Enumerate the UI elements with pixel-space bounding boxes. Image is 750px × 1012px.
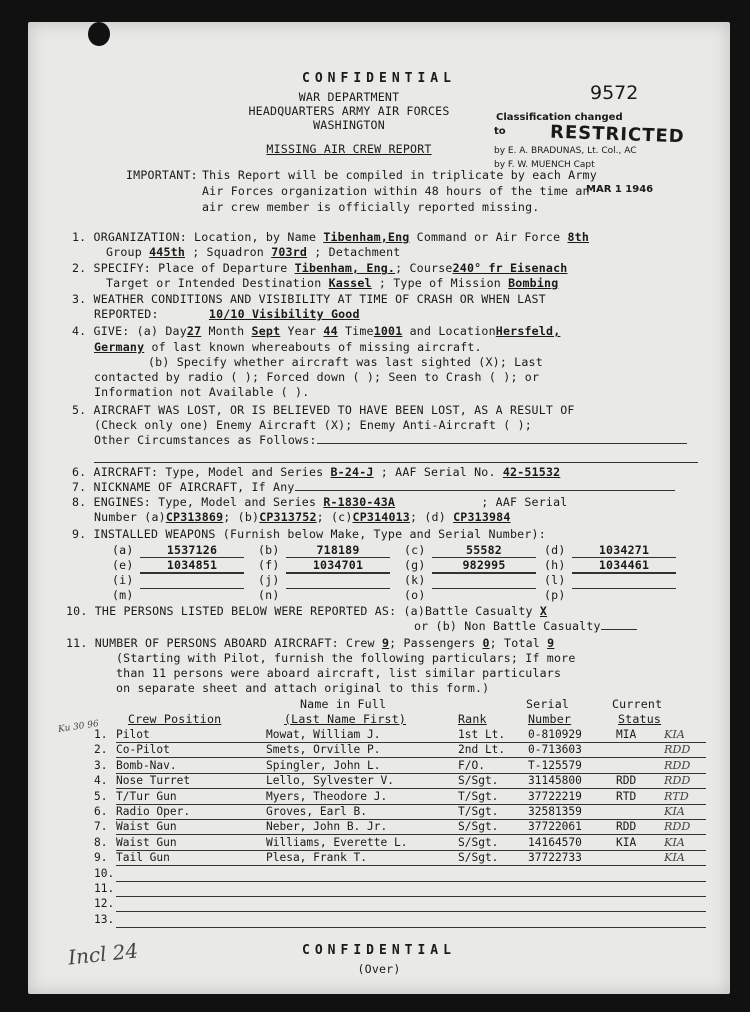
table-row (94, 912, 706, 928)
item5-line3: Other Circumstances as Follows: (94, 433, 687, 447)
row-number: 6. (94, 805, 108, 818)
row-number: 11. (94, 882, 115, 895)
item2-line2: Target or Intended Destination Kassel ; Type of Mission Bombing (106, 276, 559, 290)
month: Sept (251, 324, 281, 338)
th-rank: Rank (458, 712, 487, 726)
item11-line3: than 11 persons were aboard aircraft, list similar particulars (116, 666, 562, 680)
year: 44 (323, 324, 338, 338)
crew-status-note: RDD (664, 758, 691, 772)
crew-position: Radio Oper. (116, 805, 191, 818)
total-count: 9 (547, 636, 555, 650)
engine-a: CP313869 (165, 510, 224, 524)
table-row (94, 835, 706, 851)
footer-confidential: CONFIDENTIAL (302, 943, 456, 958)
incl-note: Incl 24 (66, 938, 140, 970)
weapon-label: (f) (258, 558, 280, 572)
row-number: 3. (94, 758, 108, 772)
table-row (94, 866, 706, 882)
item4-line3: (b) Specify whether aircraft was last sighted (X); Last (148, 355, 543, 369)
crew-position: Pilot (116, 728, 150, 741)
crew-serial: 37722061 (528, 820, 582, 834)
crew-status: MIA (616, 728, 637, 741)
passenger-count: 0 (482, 636, 490, 650)
crew-position: Tail Gun (116, 851, 170, 865)
header-confidential: CONFIDENTIAL (302, 71, 456, 86)
crew-name: Williams, Everette L. (266, 835, 408, 849)
weapon-serial (140, 573, 244, 574)
item3-line2: REPORTED: 10/10 Visibility Good (94, 307, 360, 321)
crew-status: RDD (616, 820, 637, 834)
weapon-label: (d) (544, 543, 566, 557)
crew-position: Co-Pilot (116, 743, 170, 757)
item8-line2: Number (a)CP313869; (b)CP313752; (c)CP314013; (d) CP313984 (94, 510, 511, 524)
stamp-date: MAR 1 1946 (586, 184, 654, 195)
item4-line2: Germany of last known whereabouts of missing aircraft. (94, 340, 482, 354)
crew-name: Groves, Earl B. (266, 805, 368, 818)
item6-line: 6. AIRCRAFT: Type, Model and Series B-24-J ; AAF Serial No. 42-51532 (72, 465, 561, 479)
weapon-serial: 718189 (286, 543, 390, 558)
day: 27 (186, 324, 202, 338)
th-serial-1: Serial (526, 697, 570, 711)
crew-rank: T/Sgt. (458, 789, 499, 803)
weapon-label: (g) (404, 558, 426, 572)
th-name-1: Name in Full (300, 697, 387, 711)
row-number: 4. (94, 774, 108, 788)
crew-position: Bomb-Nav. (116, 758, 177, 772)
departure: Tibenham, Eng. (294, 261, 396, 275)
stamp-restricted: RESTRICTED (549, 121, 686, 148)
aircraft-serial: 42-51532 (502, 465, 561, 479)
table-row (94, 897, 706, 912)
th-position: Crew Position (128, 712, 222, 726)
footer-over: (Over) (357, 962, 401, 976)
weapon-serial (140, 588, 244, 589)
weapon-label: (i) (112, 573, 134, 587)
item5-line2: (Check only one) Enemy Aircraft (X); Enemy Anti-Aircraft ( ); (94, 418, 532, 432)
item1-line2: Group 445th ; Squadron 703rd ; Detachment (106, 245, 401, 259)
table-row (94, 851, 706, 866)
squadron: 703rd (271, 245, 308, 259)
item4-line5: Information not Available ( ). (94, 385, 310, 399)
row-number: 2. (94, 743, 108, 757)
crew-rank: S/Sgt. (458, 851, 499, 865)
crew-name: Myers, Theodore J. (266, 789, 388, 803)
crew-position: Nose Turret (116, 774, 191, 788)
weapon-label: (l) (544, 573, 566, 587)
crew-status-note: RDD (664, 820, 691, 834)
table-row (94, 820, 706, 835)
crew-serial: T-125579 (528, 758, 582, 772)
weapon-serial: 55582 (432, 543, 536, 558)
stamp-to: to (494, 126, 506, 137)
weapon-label: (k) (404, 573, 426, 587)
item7-line: 7. NICKNAME OF AIRCRAFT, If Any (72, 480, 675, 494)
binding-hole (88, 22, 110, 46)
weapon-serial (286, 573, 390, 574)
header-city: WASHINGTON (313, 118, 385, 132)
stamp-changed: Classification changed (496, 112, 623, 123)
margin-note: Ku 30 96 (57, 719, 100, 735)
mission-type: Bombing (508, 276, 559, 290)
crew-position: Waist Gun (116, 820, 177, 834)
crew-name: Lello, Sylvester V. (266, 774, 394, 788)
weapon-label: (a) (112, 543, 134, 557)
row-number: 8. (94, 835, 108, 849)
item5-line1: 5. AIRCRAFT WAS LOST, OR IS BELIEVED TO HAVE BEEN LOST, AS A RESULT OF (72, 403, 575, 417)
crew-serial: 37722733 (528, 851, 582, 865)
crew-status-note: KIA (664, 851, 685, 865)
item4-line4: contacted by radio ( ); Forced down ( ); Seen to Crash ( ); or (94, 370, 540, 384)
table-row (94, 774, 706, 789)
engine-model: R-1830-43A (323, 495, 396, 509)
item10-line2: or (b) Non Battle Casualty (414, 619, 637, 633)
table-row (94, 758, 706, 774)
crew-count: 9 (381, 636, 390, 650)
crew-name: Mowat, William J. (266, 728, 381, 741)
air-force: 8th (567, 230, 590, 244)
header-report-title: MISSING AIR CREW REPORT (266, 142, 432, 156)
crew-status-note: KIA (664, 728, 685, 741)
battle-casualty: X (539, 604, 548, 618)
weapon-label: (n) (258, 588, 280, 602)
crew-status-note: RTD (664, 789, 689, 803)
group: 445th (149, 245, 185, 259)
crew-name: Neber, John B. Jr. (266, 820, 388, 834)
table-row (94, 789, 706, 805)
crew-rank: S/Sgt. (458, 820, 499, 834)
location: Hersfeld, (495, 324, 561, 338)
crew-name: Smets, Orville P. (266, 743, 381, 757)
weapon-serial: 982995 (432, 558, 536, 573)
important-label: IMPORTANT: (126, 168, 198, 182)
item9-line: 9. INSTALLED WEAPONS (Furnish below Make, Type and Serial Number): (72, 527, 546, 541)
header-hq: HEADQUARTERS ARMY AIR FORCES (248, 104, 450, 118)
weapon-label: (c) (404, 543, 426, 557)
row-number: 13. (94, 912, 115, 926)
doc-number: 9572 (590, 82, 639, 104)
crew-status-note: RDD (664, 743, 691, 757)
weapon-serial (286, 588, 390, 589)
crew-position: Waist Gun (116, 835, 177, 849)
table-row (94, 743, 706, 758)
crew-status-note: KIA (664, 805, 685, 818)
crew-rank: 1st Lt. (458, 728, 506, 741)
engine-b: CP313752 (259, 510, 317, 524)
row-number: 12. (94, 897, 115, 911)
crew-rank: F/O. (458, 758, 485, 772)
weapon-serial: 1537126 (140, 543, 244, 558)
crew-status: KIA (616, 835, 637, 849)
weapon-serial (572, 588, 676, 589)
location-country: Germany (94, 340, 145, 354)
org-location: Tibenham,Eng (323, 230, 410, 244)
important-line2: Air Forces organization within 48 hours of the time an (202, 184, 590, 198)
item3-line1: 3. WEATHER CONDITIONS AND VISIBILITY AT TIME OF CRASH OR WHEN LAST (72, 292, 546, 306)
crew-serial: 32581359 (528, 805, 582, 818)
time: 1001 (373, 324, 403, 338)
aircraft-type: B-24-J (330, 465, 374, 479)
crew-serial: 14164570 (528, 835, 582, 849)
weapon-serial: 1034851 (140, 558, 244, 573)
header-dept: WAR DEPARTMENT (298, 90, 400, 104)
crew-serial: 0-713603 (528, 743, 582, 757)
weapon-label: (h) (544, 558, 566, 572)
weapon-serial: 1034461 (572, 558, 676, 573)
item5-blank-line (94, 462, 698, 463)
crew-status: RTD (616, 789, 637, 803)
item11-line4: on separate sheet and attach original to this form.) (116, 681, 490, 695)
target: Kassel (328, 276, 372, 290)
document-page (28, 22, 730, 994)
weapon-label: (p) (544, 588, 566, 602)
crew-rank: T/Sgt. (458, 805, 499, 818)
course: 240° fr Eisenach (452, 261, 568, 275)
crew-rank: S/Sgt. (458, 835, 499, 849)
crew-status-note: RDD (664, 774, 691, 788)
table-row (94, 882, 706, 897)
weapon-serial (572, 573, 676, 574)
crew-serial: 31145800 (528, 774, 582, 788)
item11-line1: 11. NUMBER OF PERSONS ABOARD AIRCRAFT: Crew 9; Passengers 0; Total 9 (66, 636, 555, 650)
row-number: 1. (94, 728, 108, 741)
crew-position: T/Tur Gun (116, 789, 177, 803)
item4-line1: 4. GIVE: (a) Day27 Month Sept Year 44 Time1001 and LocationHersfeld, (72, 324, 561, 338)
weapon-label: (b) (258, 543, 280, 557)
item2-line1: 2. SPECIFY: Place of Departure Tibenham, Eng.; Course240° fr Eisenach (72, 261, 568, 275)
weapon-label: (e) (112, 558, 134, 572)
important-line3: air crew member is officially reported missing. (202, 200, 540, 214)
row-number: 5. (94, 789, 108, 803)
crew-serial: 0-810929 (528, 728, 582, 741)
item10-line1: 10. THE PERSONS LISTED BELOW WERE REPORTED AS: (a)Battle Casualty X (66, 604, 548, 618)
row-number: 10. (94, 866, 115, 880)
weapon-label: (m) (112, 588, 134, 602)
weapon-serial (432, 588, 536, 589)
crew-rank: S/Sgt. (458, 774, 499, 788)
crew-status-note: KIA (664, 835, 685, 849)
table-row (94, 728, 706, 743)
item11-line2: (Starting with Pilot, furnish the following particulars; If more (116, 651, 576, 665)
weather: 10/10 Visibility Good (208, 307, 360, 321)
th-status-1: Current (612, 697, 663, 711)
item1-line1: 1. ORGANIZATION: Location, by Name Tibenham,Eng Command or Air Force 8th (72, 230, 590, 244)
weapon-label: (o) (404, 588, 426, 602)
stamp-by1: by E. A. BRADUNAS, Lt. Col., AC (494, 146, 637, 156)
crew-name: Plesa, Frank T. (266, 851, 368, 865)
th-status-2: Status (618, 712, 662, 726)
weapon-serial (432, 573, 536, 574)
engine-d: CP313984 (453, 510, 511, 524)
row-number: 7. (94, 820, 108, 834)
th-name-2: (Last Name First) (284, 712, 407, 726)
item8-line1: 8. ENGINES: Type, Model and Series R-1830-43A ; AAF Serial (72, 495, 568, 509)
row-number: 9. (94, 851, 108, 865)
important-line1: This Report will be compiled in triplicate by each Army (202, 168, 597, 182)
th-serial-2: Number (528, 712, 572, 726)
weapon-serial: 1034271 (572, 543, 676, 558)
engine-c: CP314013 (352, 510, 410, 524)
stamp-by2: by F. W. MUENCH Capt (494, 160, 595, 170)
crew-name: Spingler, John L. (266, 758, 381, 772)
table-row (94, 805, 706, 820)
weapon-serial: 1034701 (286, 558, 390, 573)
weapon-label: (j) (258, 573, 280, 587)
crew-status: RDD (616, 774, 637, 788)
crew-serial: 37722219 (528, 789, 582, 803)
crew-rank: 2nd Lt. (458, 743, 506, 757)
